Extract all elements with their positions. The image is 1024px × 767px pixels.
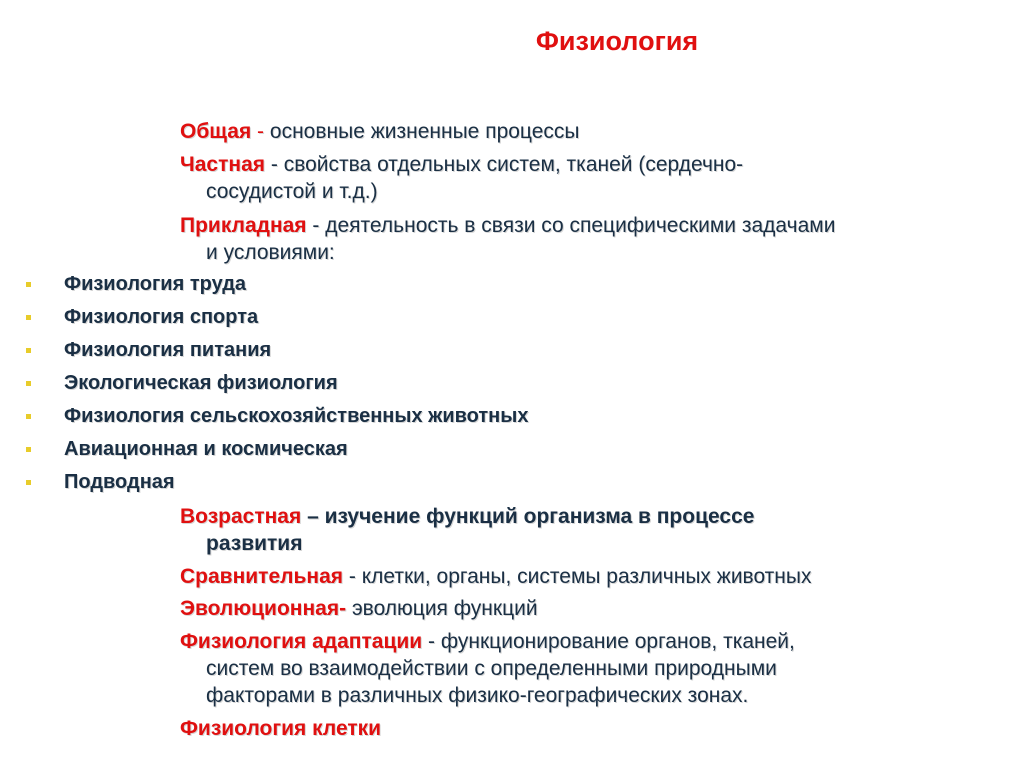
entry-term: Общая [180,120,252,143]
bullet-square-icon [26,414,31,419]
list-item-label: Подводная [64,471,175,493]
entry-description: свойства отдельных систем, тканей (сердечно- [283,153,744,176]
entry-description-cont: сосудистой и т.д.) [206,180,378,203]
bullet-square-icon [26,447,31,452]
entry-term: Физиология клетки [180,717,382,740]
bullet-square-icon [26,282,31,287]
entry-description: изучение функций организма в процессе [324,505,755,528]
bullet-square-icon [26,480,31,485]
entry-sravnitelnaya [180,563,1000,590]
entry-description: эволюция функций [351,597,538,620]
entry-description: деятельность в связи со специфическими задачами [325,214,836,237]
entry-separator: - [251,120,270,143]
list-item-label: Экологическая физиология [64,372,338,394]
entry-description-cont: и условиями: [206,241,335,264]
entry-separator: - [422,630,441,653]
list-item-label: Авиационная и космическая [64,438,348,460]
bullet-square-icon [26,381,31,386]
list-item-label: Физиология сельскохозяйственных животных [64,405,529,427]
list-item-label: Физиология спорта [64,306,259,328]
entry-term: Возрастная [180,505,302,528]
entry-separator: - [306,214,326,237]
entry-term: Физиология адаптации [180,630,423,653]
list-item-label: Физиология труда [64,273,247,295]
entry-term: Эволюционная- [180,597,347,620]
entry-description-cont: факторами в различных физико-географических зонах. [206,684,749,707]
entry-adaptatsiya [180,628,1000,709]
entry-chastnaya [180,151,1000,205]
slide-title: Физиология [535,26,699,56]
entry-description: функционирование органов, тканей, [440,630,795,653]
entry-description-cont: развития [206,532,303,555]
bullet-square-icon [26,348,31,353]
entry-separator: – [301,505,325,528]
bullet-square-icon [26,315,31,320]
entry-prikladnaya [180,212,1000,266]
entry-description-cont: систем во взаимодействии с определенными природными [206,657,777,680]
entry-vozrastnaya [180,503,1000,557]
entry-term: Прикладная [180,214,307,237]
entry-separator: - [265,153,284,176]
entry-obshaya [180,118,1000,145]
entry-description: клетки, органы, системы различных животных [361,565,812,588]
entry-term: Сравнительная [180,565,344,588]
entry-term: Частная [180,153,266,176]
list-item-label: Физиология питания [64,339,272,361]
entry-separator: - [343,565,362,588]
entry-description: основные жизненные процессы [269,120,580,143]
entry-kletki [180,715,1000,742]
entry-evolyutsionnaya [180,595,1000,622]
